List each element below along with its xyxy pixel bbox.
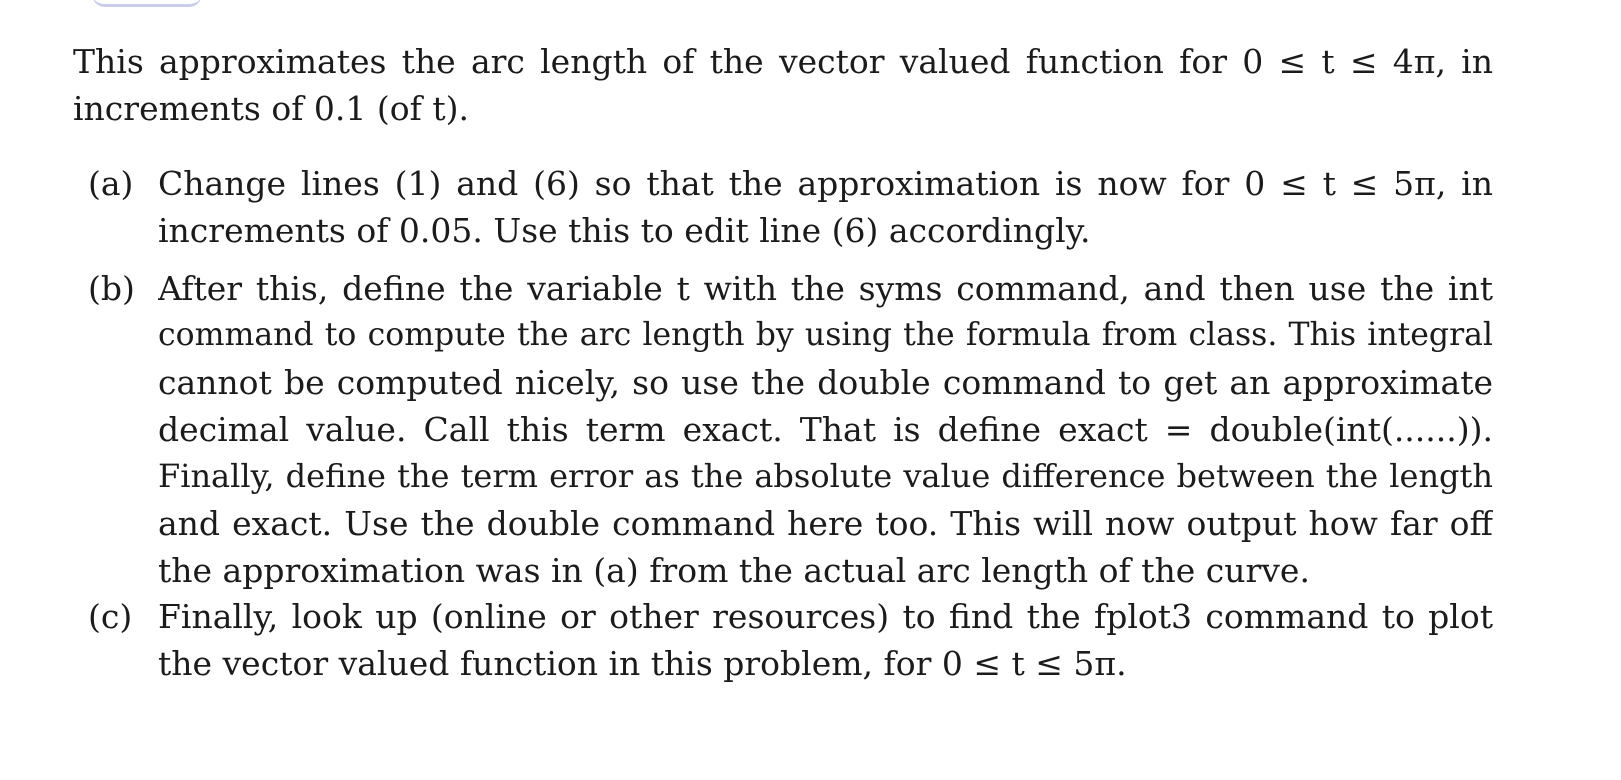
intro-line: This approximates the arc length of the vector valued function for 0 ≤ t ≤ 4π, in [73,42,1493,81]
intro-paragraph [73,38,1493,132]
item-label: (b) [88,269,135,308]
item-line: decimal value. Call this term exact. That is define exact = double(int(......)). [158,410,1493,449]
item-line: the approximation was in (a) from the actual arc length of the curve. [158,551,1310,590]
item-line: After this, define the variable t with the syms command, and then use the int [158,269,1493,308]
page-edge-mark [92,0,202,7]
item-label: (c) [88,597,133,636]
item-line: the vector valued function in this problem, for 0 ≤ t ≤ 5π. [158,644,1127,683]
item-text [158,593,1493,687]
item-line: Finally, look up (online or other resources) to find the fplot3 command to plot [158,597,1493,636]
item-text [158,160,1493,254]
item-line: increments of 0.05. Use this to edit line (6) accordingly. [158,211,1091,250]
item-line: and exact. Use the double command here too. This will now output how far off [158,504,1493,543]
intro-line: increments of 0.1 (of t). [73,89,469,128]
item-line: Finally, define the term error as the absolute value difference between the length [158,457,1493,495]
item-line: cannot be computed nicely, so use the double command to get an approximate [158,363,1493,402]
item-line: Change lines (1) and (6) so that the approximation is now for 0 ≤ t ≤ 5π, in [158,164,1493,203]
item-line: command to compute the arc length by using the formula from class. This integral [158,317,1493,353]
item-label: (a) [88,164,134,203]
item-text [158,265,1493,594]
